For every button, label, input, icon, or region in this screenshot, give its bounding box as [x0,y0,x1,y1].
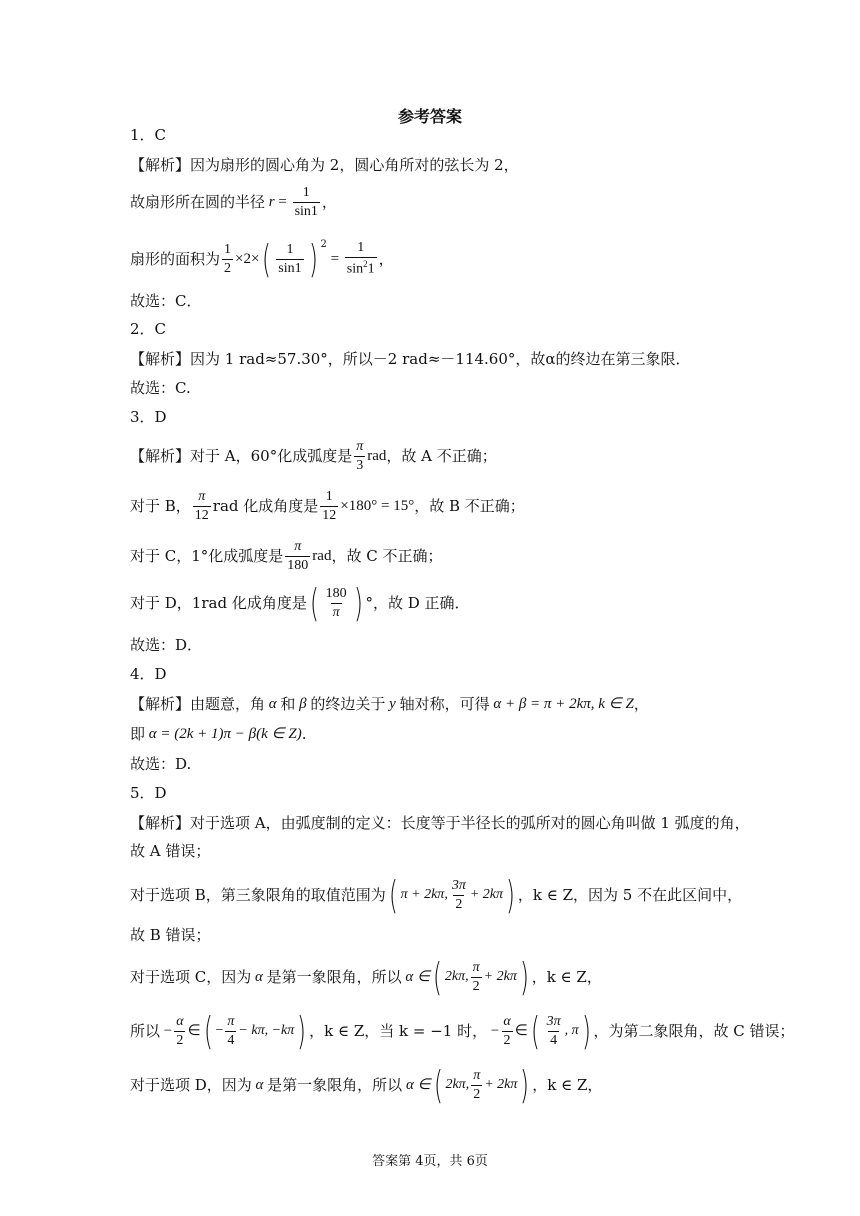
q1-line4: 故选：C． [130,292,202,310]
q5-line5-b: 是第一象限角，所以 [266,967,402,986]
page-title: 参考答案 [397,107,462,126]
q4-line1-c: 的终边关于 [310,695,386,713]
q3-line5: 故选：D． [130,636,203,654]
q5-line5-a: 对于选项 C，因为 [130,967,252,986]
q5-line3-a: 对于选项 B，第三象限角的取值范围为 [130,885,386,904]
q3-line3-c: ，故 C 不正确； [331,547,443,565]
q2-answer: 2．C [130,320,167,338]
q5-line4: 故 B 错误； [130,926,211,944]
q4-line2-a: 即 [130,725,146,743]
page-footer: 答案第 4页，共 6页 [372,1154,488,1169]
q3-line4-b: °，故 D 正确． [365,593,470,612]
q4-answer: 4．D [130,665,167,683]
q3-line2-c: ×180° = 15° [340,498,415,514]
q4-line1-d: 轴对称，可得 [399,695,490,713]
q3-line2-a: 对于 B， [130,497,191,515]
q4-line2: 即 α = (2k + 1)π − β(k ∈ Z) . [130,725,307,743]
q5-line6-c: ，为第二象限角，故 C 错误； [593,1021,795,1040]
q4-line1-b: 和 [280,695,296,713]
q4-line2-b: α = (2k + 1)π − β(k ∈ Z) [148,726,302,742]
q3-line2-b: rad 化成角度是 [212,497,319,515]
q3-line4: 对于 D，1rad 化成角度是 ( $\frac{180}{\pi}$ ) °，故 D 正确． [130,581,470,625]
fraction: $\frac{1}{\sin 1}$ [294,185,318,219]
q5-line5: 对于选项 C，因为 α 是第一象限角，所以 α ∈ ( 2kπ, $\frac{\pi}{2}$ + 2kπ ) ，k ∈ Z， [130,955,602,999]
q5-line6-b: ，k ∈ Z，当 k = −1 时， [309,1021,488,1040]
q1-answer: 1．C [130,126,167,144]
q5-line7-b: 是第一象限角，所以 [267,1075,403,1094]
q5-line5-c: ，k ∈ Z， [531,967,602,986]
q3-line2-d: ，故 B 不正确； [414,497,525,515]
q3-line3-a: 对于 C，1°化成弧度是 [130,547,284,565]
q1-line2-text: 故扇形所在圆的半径 [130,193,266,211]
q4-line1: 【解析】由题意，角 α 和 β 的终边关于 y 轴对称，可得 α + β = π + 2kπ, k ∈ Z ， [130,695,649,713]
q3-line1-a: 【解析】对于 A，60°化成弧度是 [130,447,353,465]
q5-line1: 【解析】对于选项 A，由弧度制的定义：长度等于半径长的弧所对的圆心角叫做 1 弧度的角， [130,814,750,832]
q5-line7: 对于选项 D，因为 α 是第一象限角，所以 α ∈ ( 2kπ, $\frac{\pi}{2}$ + 2kπ ) ，k ∈ Z， [130,1063,603,1107]
q1-line1: 【解析】因为扇形的圆心角为 2，圆心角所对的弦长为 2， [130,156,519,174]
q3-line2: 对于 B， $\frac{\pi}{12}$ rad 化成角度是 $\frac{1}{12}$ ×180° = 15° ，故 B 不正确； [130,489,525,523]
q4-line1-a: 【解析】由题意，角 [130,695,266,713]
q2-line1: 【解析】因为 1 rad≈57.30°，所以－2 rad≈－114.60°，故α的终边在第三象限． [130,350,691,368]
q3-answer: 3．D [130,408,167,426]
q3-line4-a: 对于 D，1rad 化成角度是 [130,593,307,612]
q5-line7-a: 对于选项 D，因为 [130,1075,252,1094]
q4-line1-e: α + β = π + 2kπ, k ∈ Z [493,696,634,712]
q5-line3: 对于选项 B，第三象限角的取值范围为 ( π + 2kπ, $\frac{3\pi}{2}$ + 2kπ ) ，k ∈ Z，因为 5 不在此区间中， [130,873,743,917]
q5-line7-c: ，k ∈ Z， [532,1075,603,1094]
q5-answer: 5．D [130,784,167,802]
q4-line3: 故选：D. [130,755,192,773]
q5-line3-b: ，k ∈ Z，因为 5 不在此区间中， [517,885,743,904]
q2-line2: 故选：C. [130,379,191,397]
q5-line6: 所以 − $\frac{\alpha}{2}$ ∈ ( − $\frac{\pi}{4}$ − kπ, −kπ ) ，k ∈ Z，当 k = −1 时， − $\frac{\alpha}{2}$ ∈ ( $\frac{3\pi}{4}$ , π ) ，为第二象限角，故 C 错误； [130,1009,795,1053]
q3-line1-c: ，故 A 不正确； [386,447,497,465]
q3-line1-b: rad [367,448,387,464]
q5-line2: 故 A 错误； [130,842,211,860]
q3-line3: 对于 C，1°化成弧度是 $\frac{\pi}{180}$ rad ，故 C 不正确； [130,539,443,573]
q1-line2: 故扇形所在圆的半径 r = $\frac{1}{\sin 1}$ ， [130,185,337,219]
q3-line1: 【解析】对于 A，60°化成弧度是 $\frac{\pi}{3}$ rad ，故 A 不正确； [130,439,497,473]
q5-line6-a: 所以 [130,1021,161,1040]
q1-line3: 扇形的面积为 $\frac{1}{2}$ ×2× ( $\frac{1}{\sin 1}$ ) 2 = $\frac{1}{\sin^21}$ ， [130,237,394,281]
q3-line3-b: rad [312,548,332,564]
q1-line3-text: 扇形的面积为 [130,249,221,268]
